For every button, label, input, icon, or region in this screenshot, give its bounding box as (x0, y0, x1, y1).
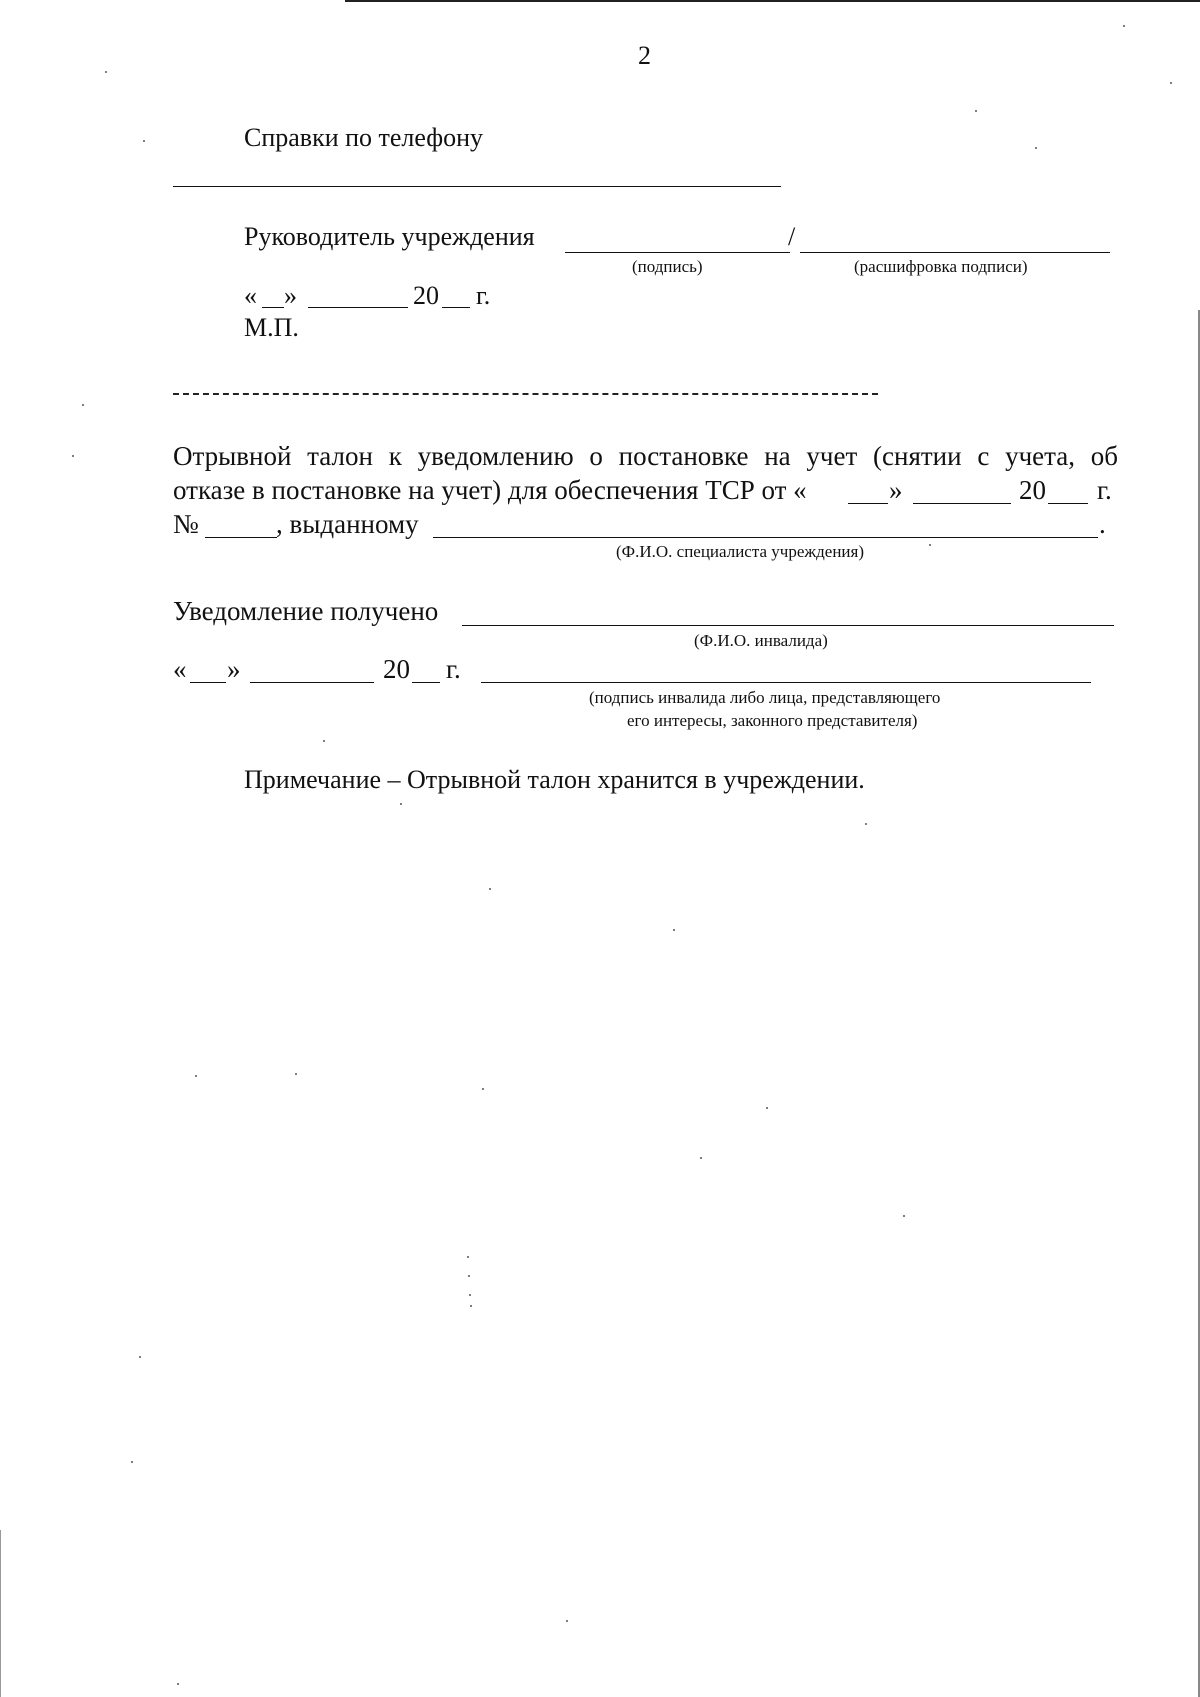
coupon-year-line (1048, 503, 1088, 504)
head-date-close: » (284, 281, 297, 310)
scan-speck (139, 1356, 141, 1358)
coupon-period: . (1099, 509, 1106, 539)
caption-invalid-signature-2: его интересы, законного представителя) (627, 711, 918, 730)
head-year-suffix: г. (476, 281, 491, 310)
head-decoding-line (800, 252, 1110, 253)
scan-speck (400, 803, 402, 805)
coupon-month-line (913, 503, 1011, 504)
scan-speck (82, 404, 84, 406)
head-day-line (262, 307, 284, 308)
scan-speck (700, 1157, 702, 1159)
scan-speck (195, 1075, 197, 1077)
received-fio-line (462, 625, 1114, 626)
scan-speck (467, 1256, 469, 1258)
scan-speck (903, 1215, 905, 1217)
coupon-day-line (848, 503, 888, 504)
note-text: Примечание – Отрывной талон хранится в учреждении. (244, 765, 865, 794)
coupon-line-2-text: отказе в постановке на учет) для обеспечения ТСР от « (173, 475, 807, 505)
caption-fio-invalid: (Ф.И.О. инвалида) (694, 631, 828, 650)
head-label: Руководитель учреждения (244, 222, 535, 251)
scan-speck (766, 1107, 768, 1109)
phone-inquiries-label: Справки по телефону (244, 123, 484, 152)
scan-speck (865, 823, 867, 825)
scan-speck (566, 1620, 568, 1622)
scan-speck (975, 110, 977, 112)
scan-speck (177, 1683, 179, 1685)
scan-speck (295, 1073, 297, 1075)
tear-off-line (173, 393, 878, 395)
received-signature-line (481, 682, 1091, 683)
coupon-year-suffix: г. (1097, 475, 1112, 505)
scan-speck (143, 140, 145, 142)
received-label: Уведомление получено (173, 596, 439, 626)
coupon-issued-to: , выданному (276, 509, 419, 539)
scan-top-edge (345, 0, 1200, 2)
scan-left-edge (0, 1530, 1, 1697)
coupon-year-prefix: 20 (1019, 475, 1046, 505)
coupon-specialist-line (433, 537, 1098, 538)
scan-speck (489, 888, 491, 890)
scan-speck (131, 1461, 133, 1463)
coupon-date-close: » (889, 475, 903, 505)
head-signature-line (565, 252, 790, 253)
received-date-open: « (173, 654, 187, 684)
caption-signature: (подпись) (632, 257, 703, 276)
head-date-open: « (244, 281, 257, 310)
scan-speck (1123, 25, 1125, 27)
received-year-line (412, 682, 440, 683)
received-year-suffix: г. (446, 654, 461, 684)
caption-invalid-signature-1: (подпись инвалида либо лица, представляющего (589, 688, 941, 707)
scan-speck (929, 544, 931, 546)
head-year-line (442, 307, 470, 308)
scan-speck (323, 740, 325, 742)
scan-speck (1035, 147, 1037, 149)
caption-decoding: (расшифровка подписи) (854, 257, 1028, 276)
caption-specialist: (Ф.И.О. специалиста учреждения) (616, 542, 864, 561)
coupon-number-line (205, 537, 277, 538)
coupon-number-sign: № (173, 509, 199, 539)
scan-speck (105, 71, 107, 73)
received-month-line (250, 682, 374, 683)
head-month-line (308, 307, 408, 308)
scan-speck (469, 1294, 471, 1296)
page-number: 2 (638, 41, 651, 70)
received-day-line (190, 682, 226, 683)
scan-speck (482, 1088, 484, 1090)
coupon-line-1: Отрывной талон к уведомлению о постановке на учет (снятии с учета, об (173, 441, 1118, 471)
stamp-label: М.П. (244, 313, 299, 342)
scan-speck (673, 929, 675, 931)
scan-speck (1170, 82, 1172, 84)
scan-speck (468, 1275, 470, 1277)
phone-line (173, 186, 781, 187)
scan-speck (470, 1305, 472, 1307)
received-date-close: » (227, 654, 241, 684)
head-year-prefix: 20 (413, 281, 439, 310)
head-slash: / (788, 222, 796, 251)
scan-speck (72, 455, 74, 457)
received-year-prefix: 20 (383, 654, 410, 684)
